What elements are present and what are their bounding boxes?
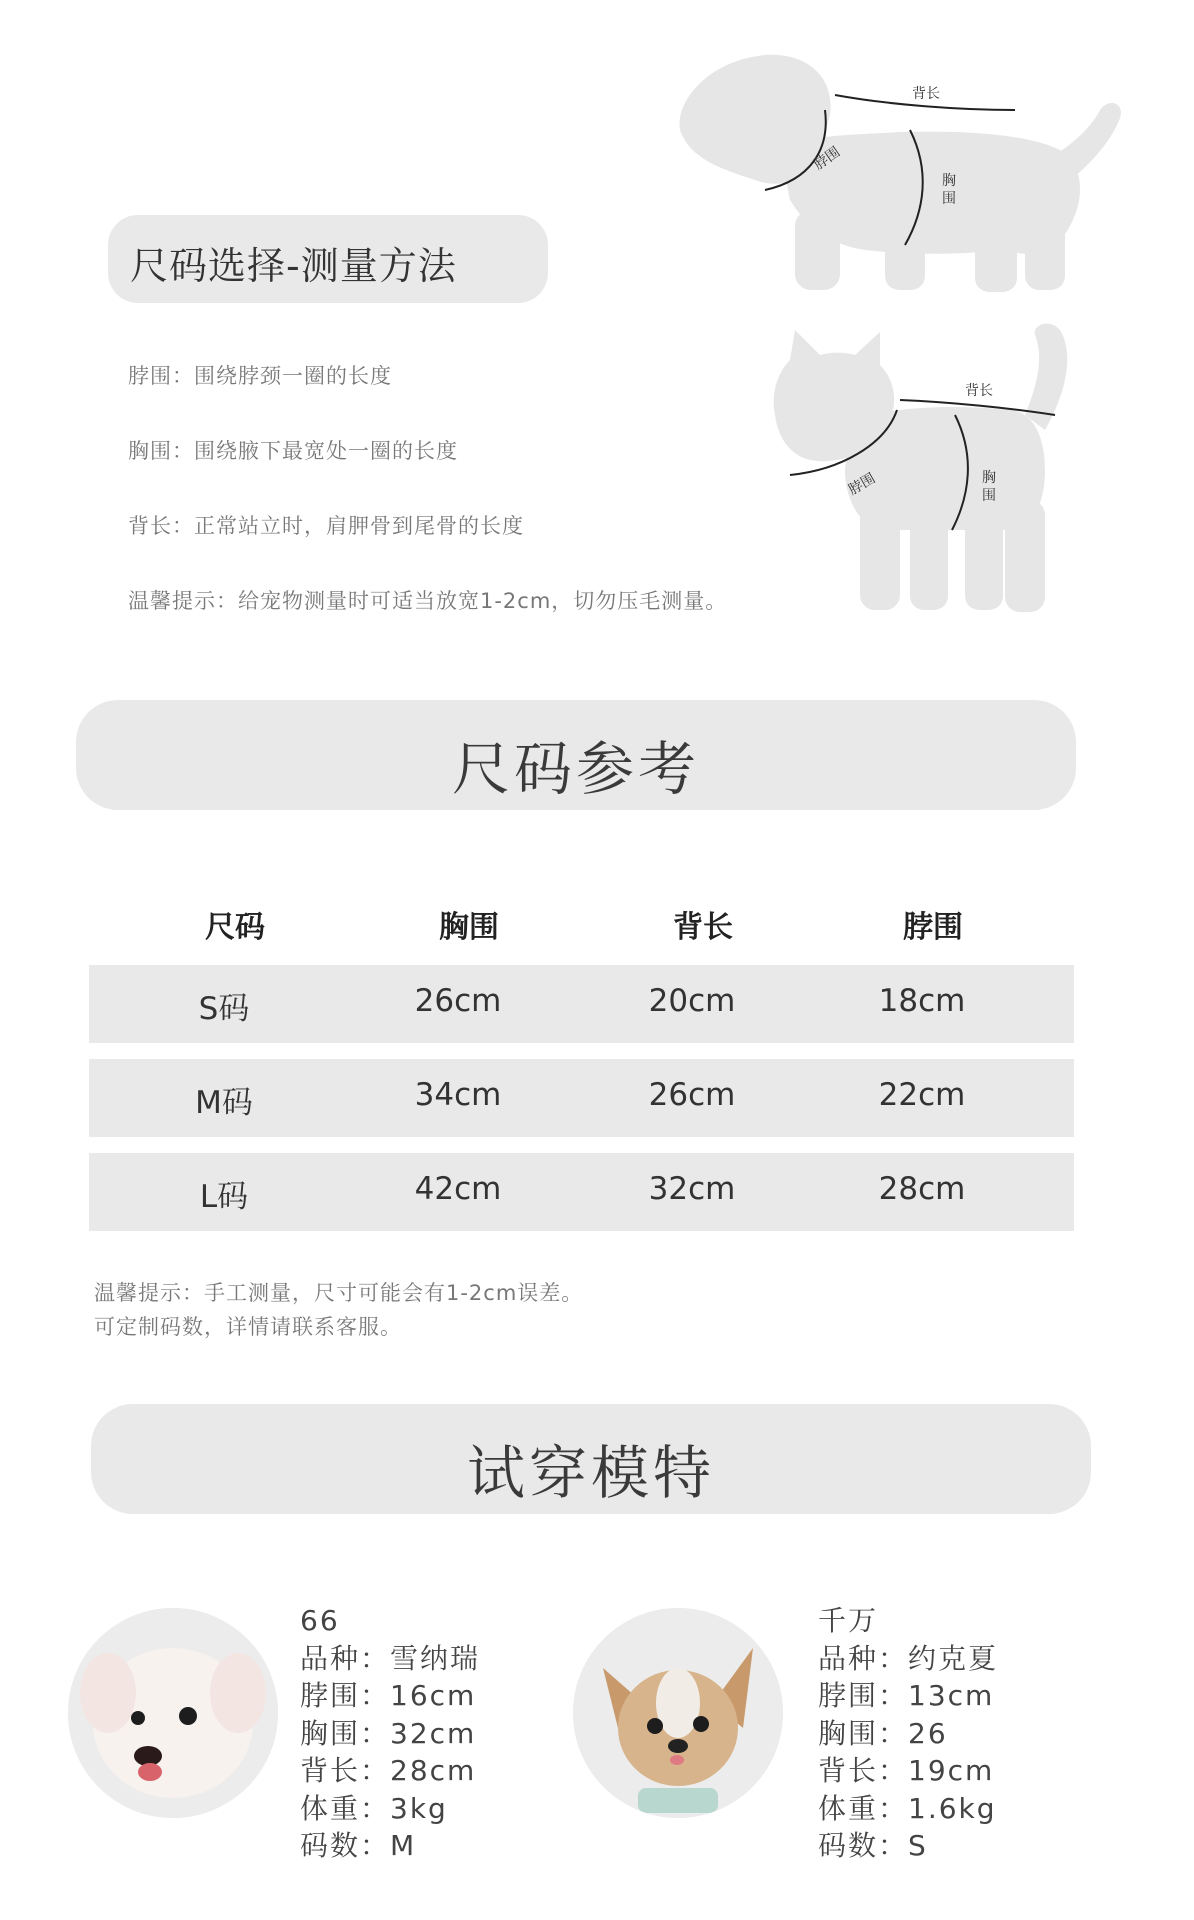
- model-size: 码数：M: [300, 1829, 417, 1862]
- cell-size: M码: [195, 1085, 253, 1121]
- note-back: 背长：正常站立时，肩胛骨到尾骨的长度: [128, 514, 524, 538]
- th-back: 背长: [673, 910, 733, 945]
- dog-label-back: 背长: [912, 86, 940, 102]
- note-tip: 温馨提示：给宠物测量时可适当放宽1-2cm，切勿压毛测量。: [128, 589, 728, 613]
- yorkie-image: [573, 1608, 783, 1818]
- model-chest: 胸围：26: [818, 1716, 948, 1750]
- th-neck: 脖围: [903, 910, 963, 945]
- size-tip-1: 温馨提示：手工测量，尺寸可能会有1-2cm误差。: [94, 1281, 584, 1305]
- cat-label-chest-2: 围: [982, 488, 996, 504]
- model-back: 背长：28cm: [300, 1754, 477, 1787]
- dog-label-chest-2: 围: [942, 191, 956, 207]
- cell-neck: 18cm: [878, 983, 966, 1019]
- cat-label-back: 背长: [965, 383, 993, 399]
- note-neck: 脖围：围绕脖颈一圈的长度: [128, 364, 392, 388]
- model-weight: 体重：1.6kg: [818, 1791, 997, 1825]
- dog-silhouette: [670, 40, 1130, 300]
- model-breed: 品种：雪纳瑞: [300, 1641, 481, 1675]
- cell-size: L码: [199, 1179, 249, 1215]
- table-row: [89, 1153, 1074, 1231]
- cell-chest: 42cm: [414, 1171, 502, 1207]
- model-neck: 脖围：16cm: [300, 1679, 477, 1712]
- models-pill: [91, 1404, 1091, 1514]
- model-size: 码数：S: [818, 1829, 928, 1862]
- cell-back: 26cm: [648, 1077, 736, 1113]
- model-photo-66: [68, 1608, 278, 1818]
- model-neck: 脖围：13cm: [818, 1679, 995, 1712]
- cat-silhouette: [760, 320, 1100, 635]
- size-ref-pill: [76, 700, 1076, 810]
- table-row: [89, 965, 1074, 1043]
- cell-back: 20cm: [648, 983, 736, 1019]
- cell-neck: 22cm: [878, 1077, 966, 1113]
- th-size: 尺码: [205, 910, 265, 945]
- cell-neck: 28cm: [878, 1171, 966, 1207]
- cat-label-chest-1: 胸: [982, 470, 996, 486]
- model-back: 背长：19cm: [818, 1754, 995, 1787]
- table-row: [89, 1059, 1074, 1137]
- method-title-pill: [108, 215, 548, 303]
- cat-label-neck: 脖围: [846, 470, 879, 499]
- th-chest: 胸围: [439, 910, 499, 945]
- model-chest: 胸围：32cm: [300, 1716, 477, 1750]
- cell-chest: 34cm: [414, 1077, 502, 1113]
- white-dog-image: [68, 1608, 278, 1818]
- size-tip-2: 可定制码数，详情请联系客服。: [94, 1315, 402, 1339]
- cell-chest: 26cm: [414, 983, 502, 1019]
- dog-label-neck: 脖围: [811, 144, 844, 174]
- model-info-qianwan: [818, 1602, 998, 1865]
- model-photo-qianwan: [573, 1608, 783, 1818]
- model-name: 千万: [818, 1604, 879, 1637]
- size-ref-title: 尺码参考: [451, 735, 700, 803]
- cell-size: S码: [198, 991, 250, 1027]
- model-name: 66: [300, 1604, 340, 1637]
- model-weight: 体重：3kg: [300, 1791, 448, 1825]
- model-breed: 品种：约克夏: [818, 1641, 999, 1675]
- note-chest: 胸围：围绕腋下最宽处一圈的长度: [128, 439, 458, 463]
- models-title: 试穿模特: [466, 1439, 715, 1507]
- method-title: 尺码选择-测量方法: [130, 244, 457, 288]
- model-info-66: [300, 1602, 480, 1865]
- cell-back: 32cm: [648, 1171, 736, 1207]
- dog-label-chest-1: 胸: [942, 173, 956, 189]
